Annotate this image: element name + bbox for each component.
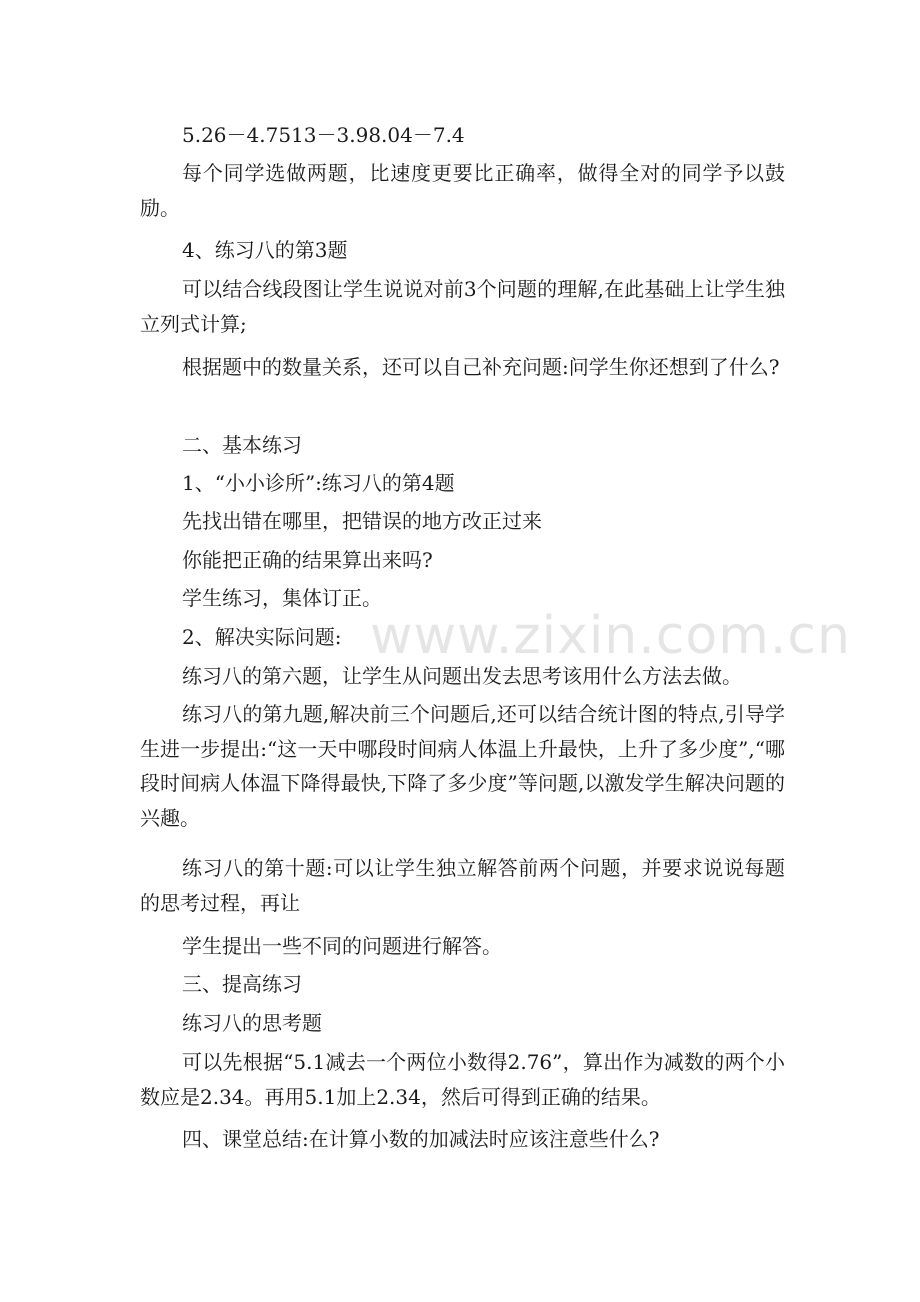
paragraph-different-questions: 学生提出一些不同的问题进行解答。 (182, 934, 502, 958)
paragraph-quantity-relation: 根据题中的数量关系，还可以自己补充问题:问学生你还想到了什么? (182, 355, 780, 379)
paragraph-exercise-6: 练习八的第六题，让学生从问题出发去思考该用什么方法去做。 (182, 664, 742, 688)
paragraph-exercise-9: 练习八的第九题,解决前三个问题后,还可以结合统计图的特点,引导学生进一步提出:“这一天中哪段时间病人体温上升最快，上升了多少度”,“哪段时间病人体温下降得最快,下降了多少度”等问题,以激发学生解决问题的兴趣。 (140, 702, 785, 830)
paragraph-method: 可以先根据“5.1减去一个两位小数得2.76”，算出作为减数的两个小数应是2.34。再用5.1加上2.34，然后可得到正确的结果。 (140, 1050, 785, 1109)
paragraph-expressions: 5.26－4.7513－3.98.04－7.4 (182, 123, 465, 147)
section-heading-summary: 四、课堂总结:在计算小数的加减法时应该注意些什么? (182, 1127, 660, 1151)
paragraph-student-practice: 学生练习，集体订正。 (182, 586, 382, 610)
paragraph-clinic: 1、“小小诊所”:练习八的第4题 (182, 471, 455, 495)
paragraph-heading-exercise-3: 4、练习八的第3题 (182, 238, 348, 262)
paragraph-line-diagram: 可以结合线段图让学生说说对前3个问题的理解,在此基础上让学生独立列式计算; (140, 277, 785, 336)
paragraph-exercise-10: 练习八的第十题:可以让学生独立解答前两个问题，并要求说说每题的思考过程，再让 (140, 856, 785, 915)
section-heading-advanced-practice: 三、提高练习 (182, 972, 302, 996)
section-heading-basic-practice: 二、基本练习 (182, 433, 302, 457)
paragraph-instruction: 每个同学选做两题，比速度更要比正确率，做得全对的同学予以鼓励。 (140, 161, 785, 220)
watermark: www.zixin.com.cn (370, 606, 851, 666)
paragraph-find-error: 先找出错在哪里，把错误的地方改正过来 (182, 509, 542, 533)
paragraph-correct-result: 你能把正确的结果算出来吗? (182, 548, 433, 572)
paragraph-thinking-question: 练习八的思考题 (182, 1011, 322, 1035)
paragraph-heading-real-problems: 2、解决实际问题: (182, 625, 342, 649)
